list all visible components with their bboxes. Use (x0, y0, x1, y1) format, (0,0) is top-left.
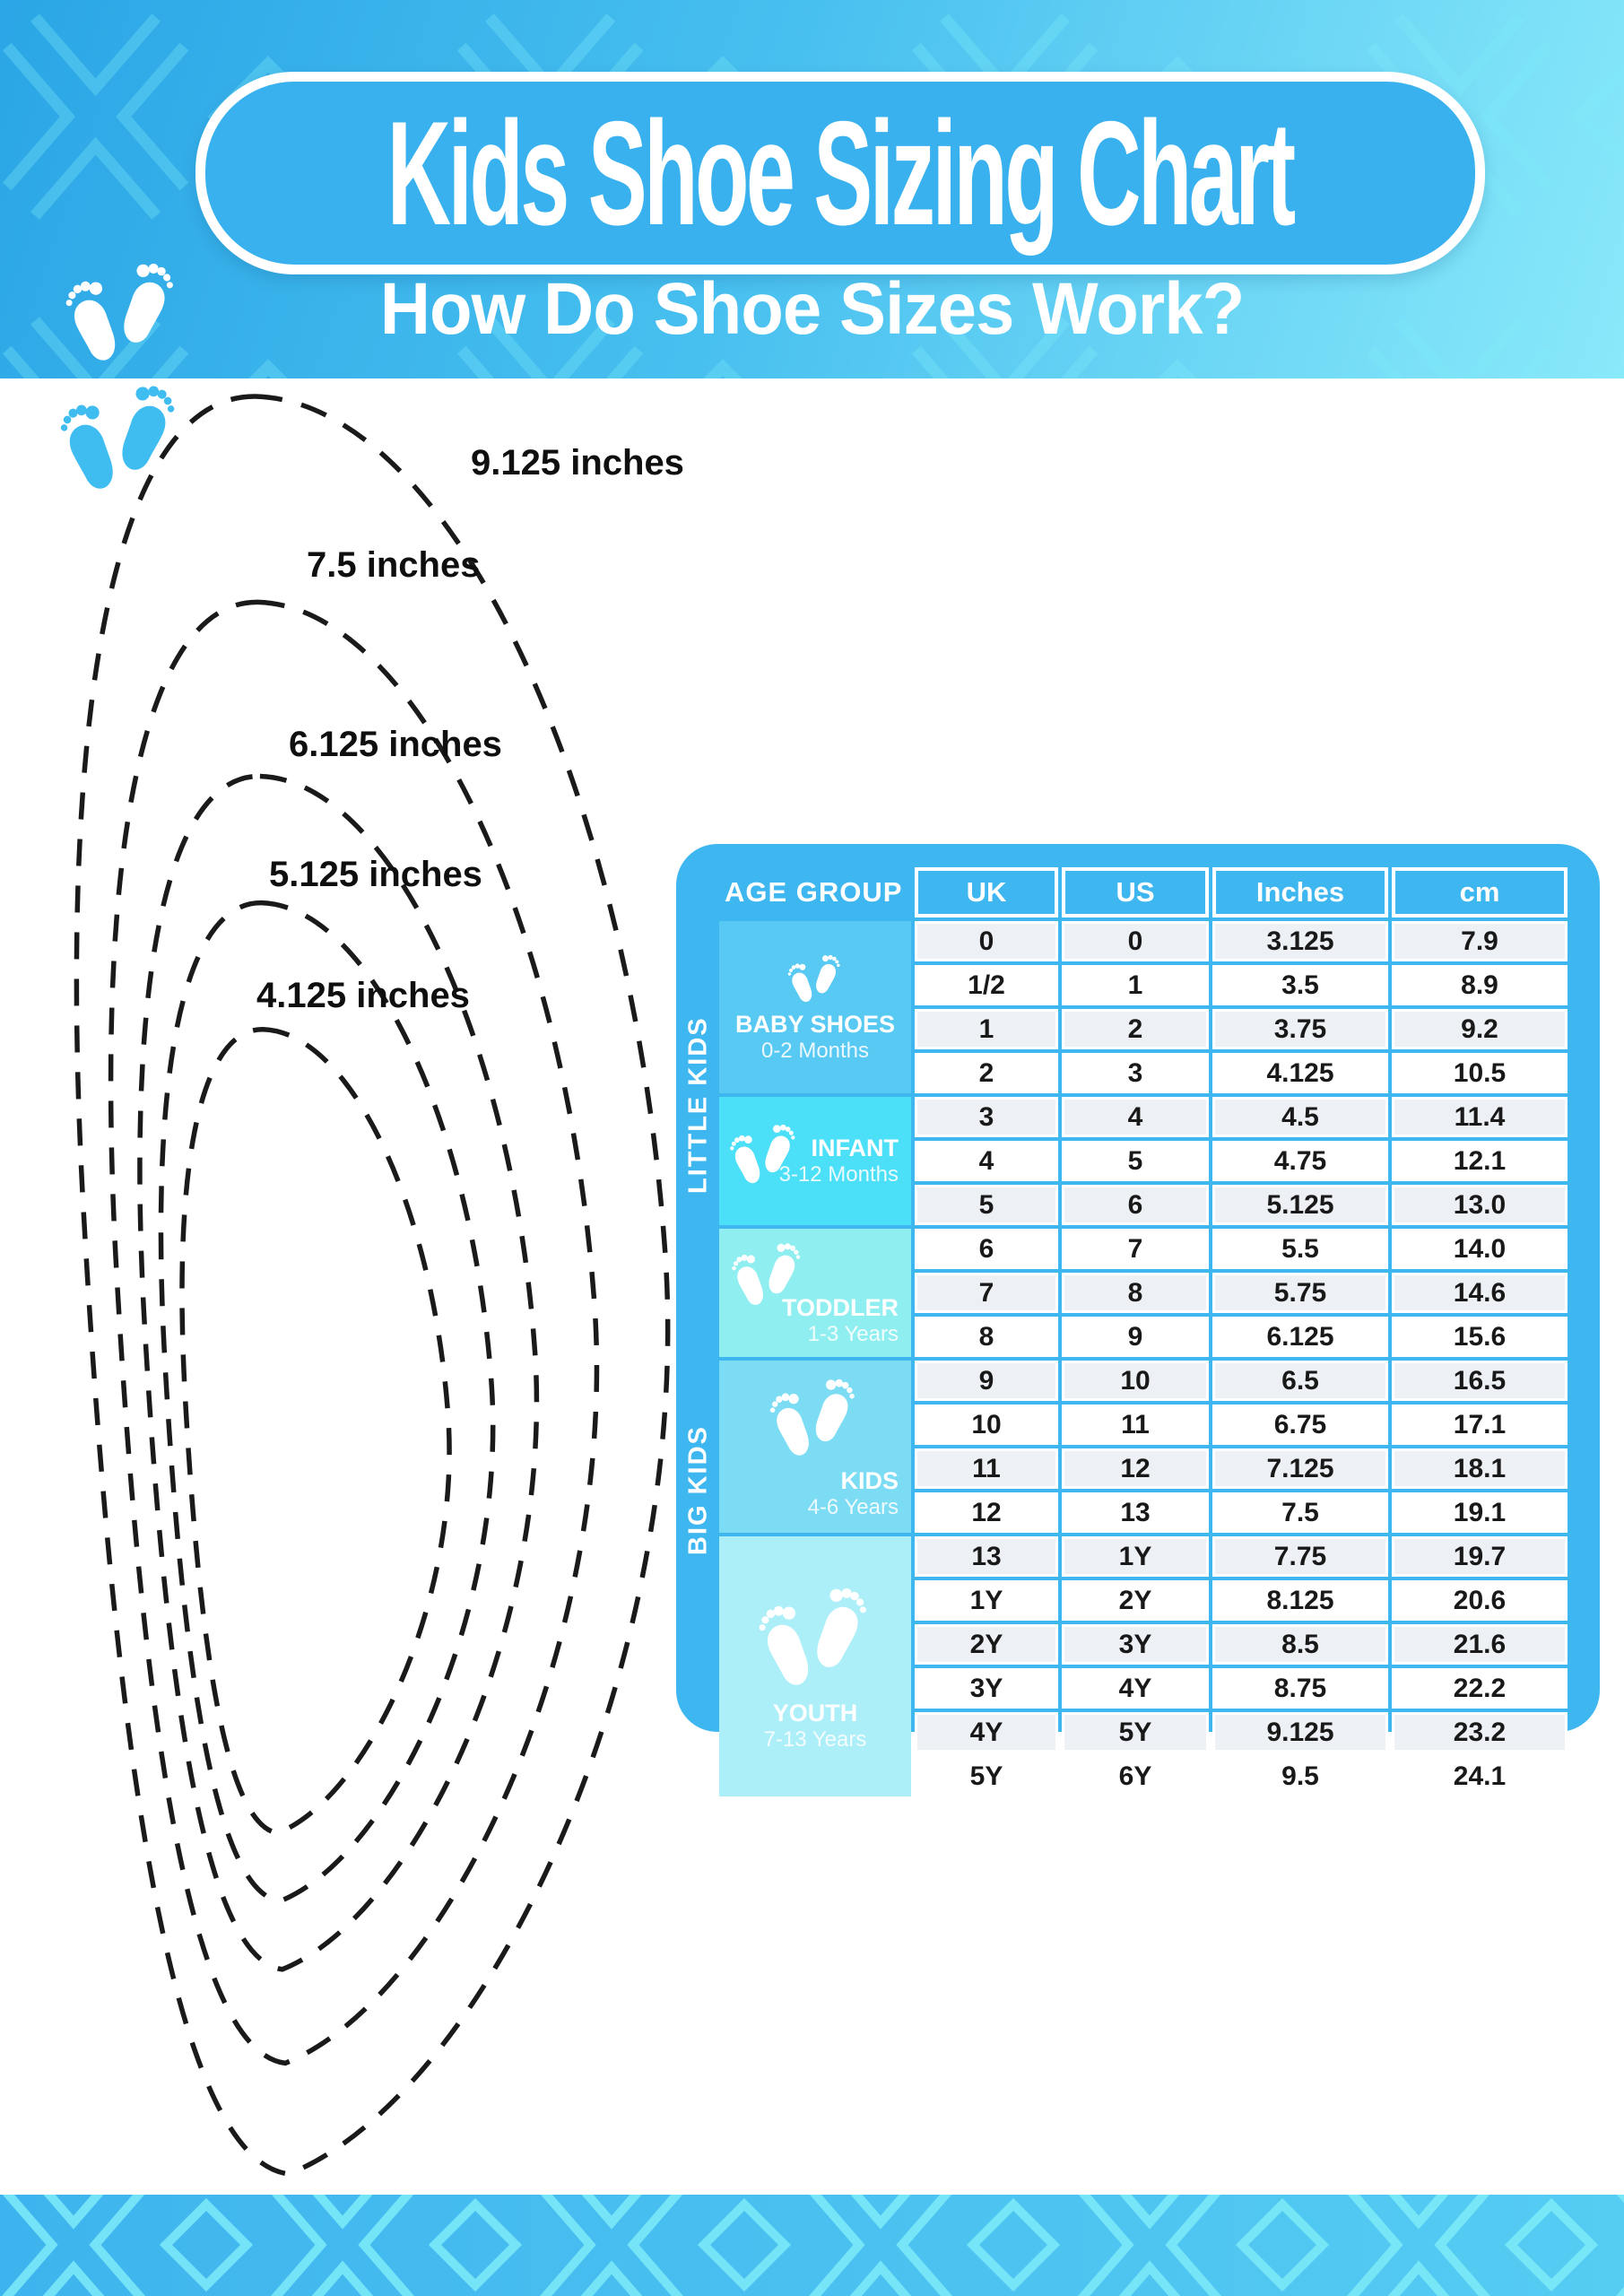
cell-uk: 3 (915, 1097, 1058, 1137)
cell-uk: 13 (915, 1536, 1058, 1577)
table-header-row (719, 867, 1568, 918)
cell-us: 6Y (1062, 1756, 1209, 1796)
cell-uk: 5Y (915, 1756, 1058, 1796)
cell-cm: 13.0 (1392, 1185, 1568, 1225)
cell-uk: 0 (915, 921, 1058, 961)
cell-cm: 14.0 (1392, 1229, 1568, 1269)
cell-inches: 8.125 (1212, 1580, 1388, 1621)
cell-uk: 11 (915, 1448, 1058, 1489)
cell-cm: 21.6 (1392, 1624, 1568, 1665)
cell-inches: 5.75 (1212, 1273, 1388, 1313)
age-group-range: 4-6 Years (807, 1494, 899, 1519)
cell-uk: 1Y (915, 1580, 1058, 1621)
cell-us: 4 (1062, 1097, 1209, 1137)
page-title: Kids Shoe Sizing Chart (387, 90, 1293, 256)
cell-us: 0 (1062, 921, 1209, 961)
age-group-name: BABY SHOES (734, 1010, 896, 1038)
cell-inches: 4.5 (1212, 1097, 1388, 1137)
age-group-range: 0-2 Months (760, 1038, 870, 1063)
cell-inches: 5.125 (1212, 1185, 1388, 1225)
cell-us: 1Y (1062, 1536, 1209, 1577)
footprints-icon (786, 951, 844, 1009)
column-header-inches: Inches (1212, 867, 1388, 918)
foot-outline-6.125 (140, 776, 537, 1969)
cell-us: 4Y (1062, 1668, 1209, 1709)
cell-inches: 9.5 (1212, 1756, 1388, 1796)
cell-cm: 11.4 (1392, 1097, 1568, 1137)
foot-size-label: 6.125 inches (289, 725, 502, 764)
table-row (719, 921, 1568, 961)
page-subtitle: How Do Shoe Sizes Work? (379, 268, 1245, 350)
cell-uk: 2 (915, 1053, 1058, 1093)
cell-us: 3Y (1062, 1624, 1209, 1665)
cell-cm: 24.1 (1392, 1756, 1568, 1796)
cell-us: 2 (1062, 1009, 1209, 1049)
cell-cm: 22.2 (1392, 1668, 1568, 1709)
foot-size-label: 9.125 inches (471, 443, 684, 483)
cell-us: 7 (1062, 1229, 1209, 1269)
cell-cm: 9.2 (1392, 1009, 1568, 1049)
cell-us: 8 (1062, 1273, 1209, 1313)
column-header-uk: UK (915, 867, 1058, 918)
age-group-cell-infant (719, 1097, 911, 1225)
footprints-icon (768, 1372, 861, 1467)
footprints-icon (63, 255, 181, 375)
cell-uk: 12 (915, 1492, 1058, 1533)
cell-inches: 4.75 (1212, 1141, 1388, 1181)
cell-cm: 15.6 (1392, 1317, 1568, 1357)
cell-us: 5Y (1062, 1712, 1209, 1752)
cell-inches: 7.75 (1212, 1536, 1388, 1577)
cell-us: 13 (1062, 1492, 1209, 1533)
foot-size-label: 5.125 inches (269, 855, 482, 894)
side-label-big-kids: BIG KIDS (683, 1425, 713, 1556)
cell-cm: 17.1 (1392, 1405, 1568, 1445)
table-row (719, 1097, 1568, 1137)
cell-uk: 3Y (915, 1668, 1058, 1709)
footprints-icon (57, 377, 183, 504)
cell-uk: 1/2 (915, 965, 1058, 1005)
age-group-name: TODDLER (781, 1294, 899, 1322)
footprints-icon (730, 1238, 805, 1314)
cell-uk: 5 (915, 1185, 1058, 1225)
cell-cm: 12.1 (1392, 1141, 1568, 1181)
header-band (0, 0, 1624, 378)
foot-size-label: 4.125 inches (256, 976, 470, 1015)
cell-uk: 10 (915, 1405, 1058, 1445)
cell-uk: 9 (915, 1361, 1058, 1401)
footer-band (0, 2195, 1624, 2296)
cell-inches: 6.125 (1212, 1317, 1388, 1357)
cell-inches: 3.75 (1212, 1009, 1388, 1049)
cell-inches: 7.125 (1212, 1448, 1388, 1489)
cell-us: 2Y (1062, 1580, 1209, 1621)
cell-uk: 7 (915, 1273, 1058, 1313)
age-group-cell-youth (719, 1536, 911, 1796)
size-table (716, 864, 1571, 1800)
cell-inches: 9.125 (1212, 1712, 1388, 1752)
cell-cm: 19.7 (1392, 1536, 1568, 1577)
cell-inches: 7.5 (1212, 1492, 1388, 1533)
foot-outline-7.5 (111, 602, 597, 2063)
cell-cm: 7.9 (1392, 921, 1568, 961)
age-group-cell-baby (719, 921, 911, 1093)
column-header-cm: cm (1392, 867, 1568, 918)
cell-cm: 19.1 (1392, 1492, 1568, 1533)
foot-outline-4.125 (182, 1030, 449, 1833)
age-group-header: AGE GROUP (725, 876, 903, 908)
cell-uk: 8 (915, 1317, 1058, 1357)
age-group-cell-kids (719, 1361, 911, 1533)
cell-uk: 6 (915, 1229, 1058, 1269)
age-group-name: YOUTH (772, 1700, 858, 1727)
cell-cm: 23.2 (1392, 1712, 1568, 1752)
cell-us: 1 (1062, 965, 1209, 1005)
cell-inches: 6.75 (1212, 1405, 1388, 1445)
footprints-icon (756, 1579, 874, 1700)
cell-inches: 4.125 (1212, 1053, 1388, 1093)
size-table-panel (676, 844, 1600, 1791)
foot-outline-5.125 (161, 903, 492, 1901)
cell-inches: 5.5 (1212, 1229, 1388, 1269)
cell-us: 11 (1062, 1405, 1209, 1445)
cell-cm: 8.9 (1392, 965, 1568, 1005)
cell-us: 6 (1062, 1185, 1209, 1225)
cell-inches: 3.125 (1212, 921, 1388, 961)
cell-inches: 8.5 (1212, 1624, 1388, 1665)
table-row (719, 1536, 1568, 1577)
cell-us: 10 (1062, 1361, 1209, 1401)
cell-cm: 14.6 (1392, 1273, 1568, 1313)
table-row (719, 1229, 1568, 1269)
age-group-range: 7-13 Years (763, 1727, 867, 1752)
cell-uk: 4Y (915, 1712, 1058, 1752)
title-box (195, 72, 1485, 274)
cell-us: 9 (1062, 1317, 1209, 1357)
side-label-little-kids: LITTLE KIDS (683, 1016, 713, 1194)
cell-us: 3 (1062, 1053, 1209, 1093)
cell-cm: 20.6 (1392, 1580, 1568, 1621)
cell-inches: 8.75 (1212, 1668, 1388, 1709)
age-group-cell-toddler (719, 1229, 911, 1357)
cell-uk: 1 (915, 1009, 1058, 1049)
cell-us: 5 (1062, 1141, 1209, 1181)
age-group-name: KIDS (840, 1466, 899, 1494)
table-row (719, 1361, 1568, 1401)
cell-cm: 18.1 (1392, 1448, 1568, 1489)
foot-size-label: 7.5 inches (307, 545, 481, 585)
age-group-range: 1-3 Years (807, 1322, 899, 1347)
cell-cm: 10.5 (1392, 1053, 1568, 1093)
cell-cm: 16.5 (1392, 1361, 1568, 1401)
cell-uk: 4 (915, 1141, 1058, 1181)
column-header-us: US (1062, 867, 1209, 918)
foot-outline-9.125 (76, 396, 667, 2174)
age-group-range: 3-12 Months (778, 1161, 899, 1187)
cell-inches: 3.5 (1212, 965, 1388, 1005)
age-group-name: INFANT (811, 1134, 899, 1161)
cell-us: 12 (1062, 1448, 1209, 1489)
diamond-pattern (0, 2195, 1624, 2296)
cell-inches: 6.5 (1212, 1361, 1388, 1401)
cell-uk: 2Y (915, 1624, 1058, 1665)
